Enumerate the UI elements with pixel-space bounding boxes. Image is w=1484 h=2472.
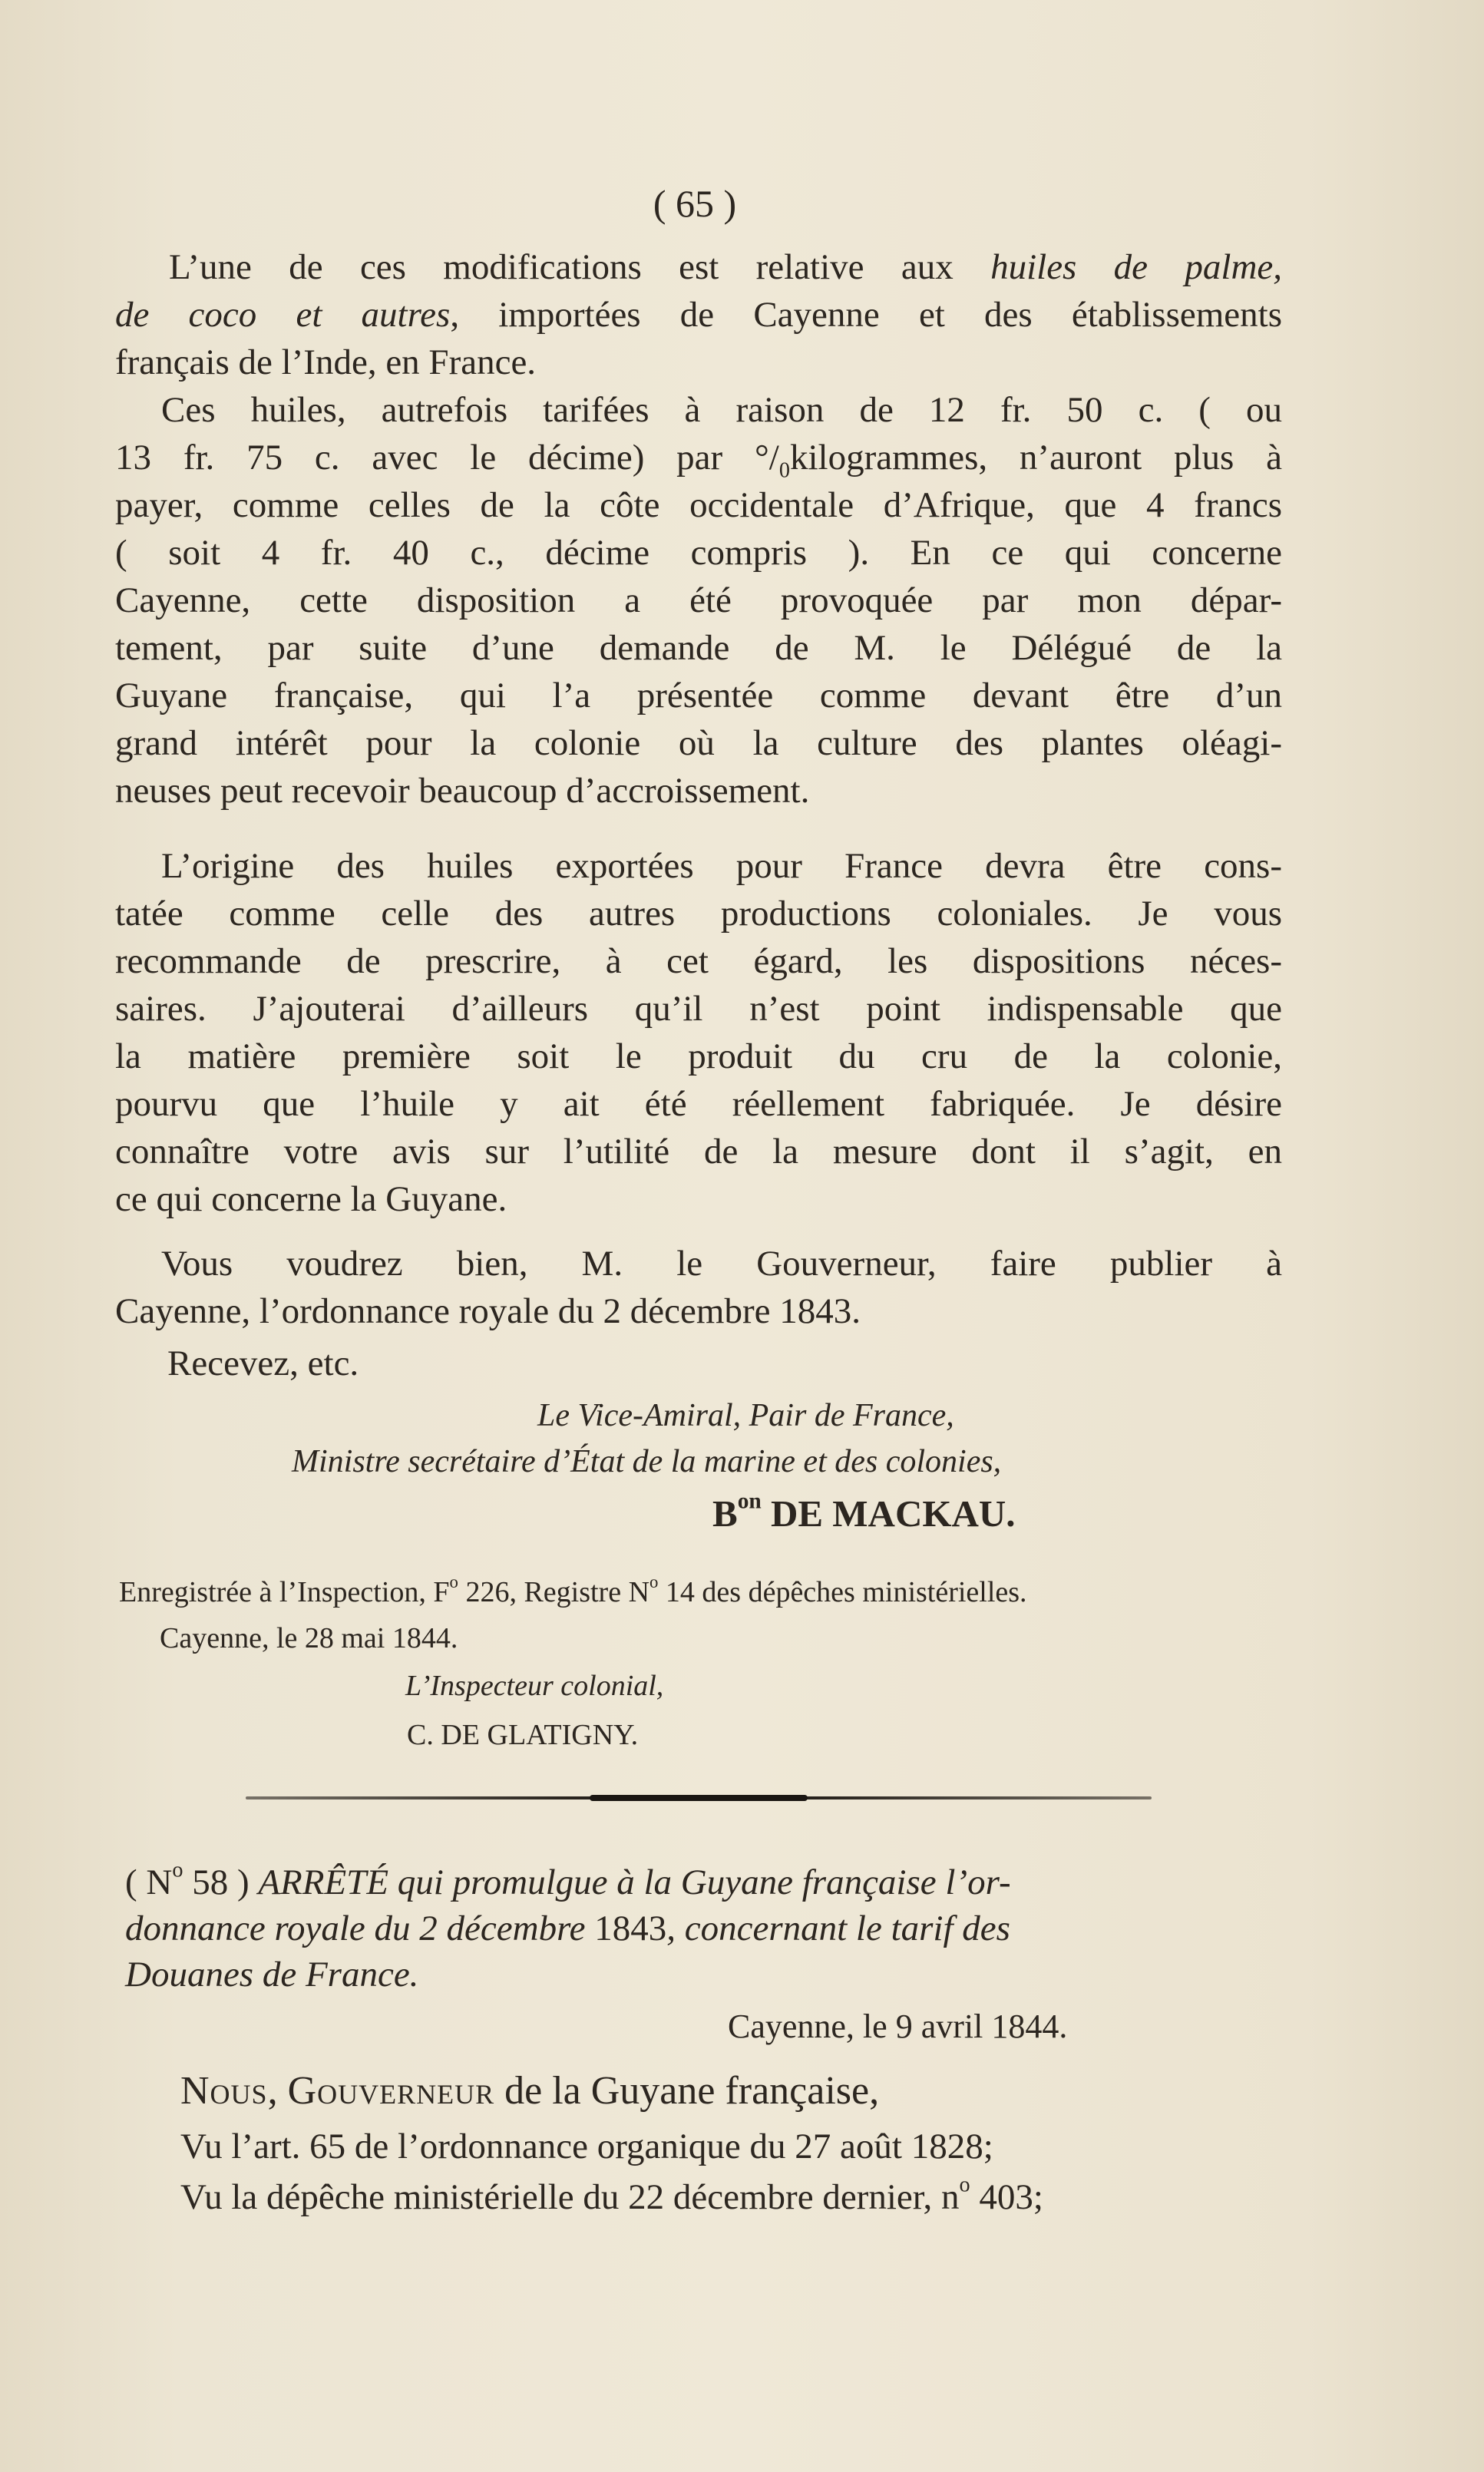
text-segment: Ces huiles, autrefois tarifées à raison de 12 fr. 50 c. ( ou [161,390,1282,430]
italic-segment: de coco et autres [115,295,451,335]
text-segment: tatée comme celle des autres productions coloniales. Je vous [115,894,1282,934]
arrete-title-line-2: donnance royale du 2 décembre 1843, concernant le tarif des [125,1909,1010,1948]
text-line [115,484,1282,527]
inspector-title: L’Inspecteur colonial, [405,1670,664,1702]
text-segment: L’origine des huiles exportées pour France devra être cons- [161,846,1282,886]
text-segment: Guyane française, qui l’a présentée comme devant être d’un [115,676,1282,715]
arrete-nous-line: Nous, Gouverneur de la Guyane française, [180,2069,880,2113]
text-segment: Vous voudrez bien, M. le Gouverneur, faire publier à [161,1244,1282,1284]
text-line [115,341,1282,384]
signature-ministry-line: Ministre secrétaire d’État de la marine et des colonies, [292,1444,1002,1479]
registration-date: Cayenne, le 28 mai 1844. [160,1622,458,1654]
text-line [115,579,1282,622]
text-segment: , importées de Cayenne et des établissements [450,295,1282,335]
text-line [161,388,1282,431]
text-segment: L’une de ces modifications est relative aux [169,247,991,287]
inspector-name: C. DE GLATIGNY. [407,1719,639,1751]
registration-line: Enregistrée à l’Inspection, $F^o$ 226, Registre $N^o$ 14 des dépêches ministérielles. [119,1571,1027,1608]
text-segment: 13 fr. 75 c. avec le décime) par [115,438,755,478]
text-line [115,1035,1282,1078]
text-line [115,626,1282,669]
signature-title-line: Le Vice-Amiral, Pair de France, [537,1398,954,1433]
section-divider [246,1796,1152,1799]
text-line [161,1242,1282,1285]
arrete-title-line-1: ( $N^o$ 58 ) ARRÊTÉ qui promulgue à la Guyane française l’or- [125,1858,1011,1902]
text-line [115,892,1282,935]
text-line [115,1178,1282,1221]
percent-subscript: 0 [778,458,790,483]
text-line [115,531,1282,574]
arrete-title-line-3: Douanes de France. [125,1955,419,1994]
text-segment: payer, comme celles de la côte occidentale d’Afrique, que 4 francs [115,485,1282,525]
text-segment: grand intérêt pour la colonie où la culture des plantes oléagi- [115,723,1282,763]
text-segment: ce qui concerne la Guyane. [115,1179,507,1219]
text-line [115,1130,1282,1173]
text-segment: français de l’Inde, en France. [115,342,537,382]
arrete-vu-depeche: Vu la dépêche ministérielle du 22 décembre dernier, $n^o$ 403; [180,2173,1043,2217]
text-line [161,844,1282,887]
text-segment: kilogrammes, n’auront plus à [789,438,1283,478]
text-line [115,1082,1282,1125]
text-line [115,722,1282,765]
arrete-date: Cayenne, le 9 avril 1844. [728,2008,1068,2045]
percent-sign: $^\circ/_0$ [755,438,790,483]
text-segment: pourvu que l’huile y ait été réellement fabriquée. Je désire [115,1084,1282,1124]
text-line [115,987,1282,1030]
text-line [115,674,1282,717]
signature-name: $B^{on}$ DE MACKAU. [712,1489,1016,1535]
text-segment: neuses peut recevoir beaucoup d’accroissement. [115,771,810,811]
text-line [115,293,1282,336]
text-segment: Cayenne, cette disposition a été provoquée par mon dépar- [115,580,1282,620]
text-line [115,940,1282,983]
text-segment: Cayenne, l’ordonnance royale du 2 décembre 1843. [115,1291,861,1331]
page-number: ( 65 ) [653,182,737,225]
text-segment: connaître votre avis sur l’utilité de la mesure dont il s’agit, en [115,1132,1282,1172]
text-line [115,769,1282,812]
text-segment: saires. J’ajouterai d’ailleurs qu’il n’est point indispensable que [115,989,1282,1029]
text-segment: tement, par suite d’une demande de M. le Délégué de la [115,628,1282,668]
italic-segment: huiles de palme, [990,247,1282,287]
arrete-vu-article: Vu l’art. 65 de l’ordonnance organique du 27 août 1828; [180,2127,993,2166]
text-line [169,246,1282,289]
text-segment: la matière première soit le produit du cru de la colonie, [115,1036,1282,1076]
text-segment: ( soit 4 fr. 40 c., décime compris ). En ce qui concerne [115,533,1282,573]
closing-formula: Recevez, etc. [167,1343,359,1383]
text-line [115,1290,1282,1333]
arrete-number: ( $N^o$ 58 ) [125,1858,250,1902]
text-segment: recommande de prescrire, à cet égard, les dispositions néces- [115,941,1282,981]
